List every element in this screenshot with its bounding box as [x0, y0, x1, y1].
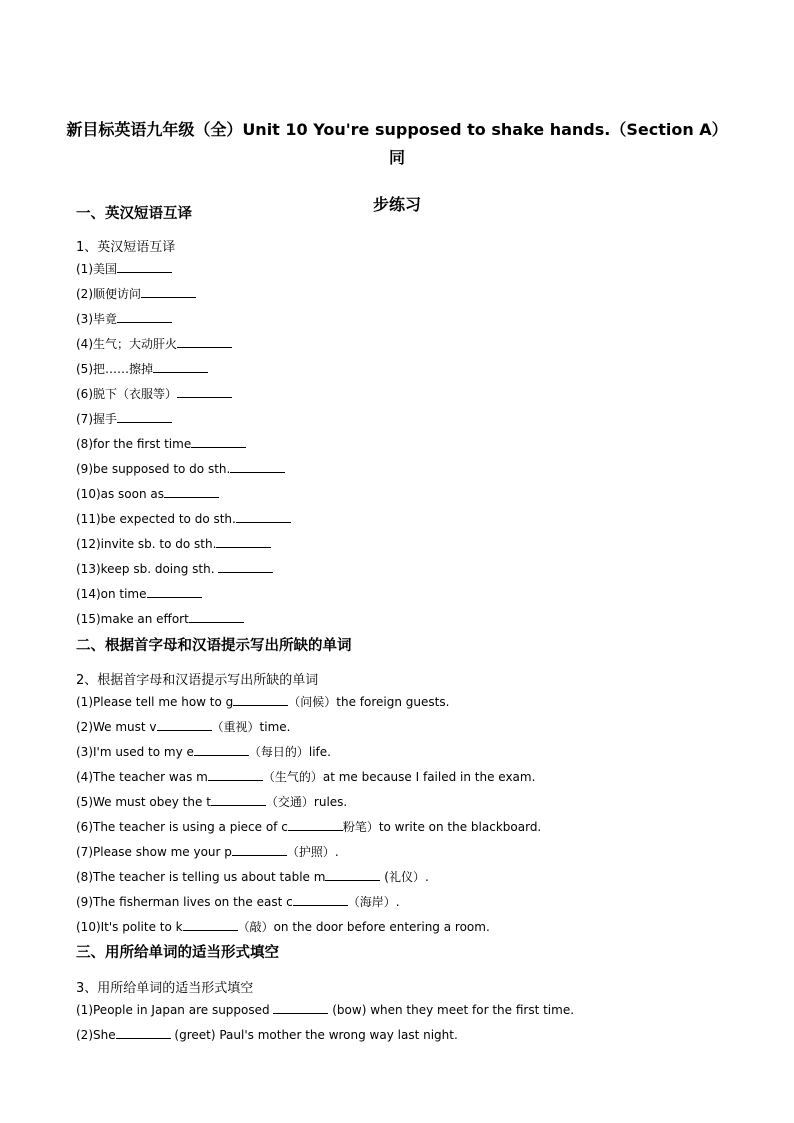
answer-blank[interactable] — [273, 999, 328, 1014]
answer-blank[interactable] — [218, 558, 273, 573]
answer-blank[interactable] — [208, 766, 263, 781]
answer-blank[interactable] — [153, 358, 208, 373]
fill-item — [76, 715, 541, 740]
section-2-list — [76, 690, 541, 940]
phrase-item — [76, 332, 291, 357]
phrase-item — [76, 432, 291, 457]
answer-blank[interactable] — [211, 791, 266, 806]
item-text-before: (1)People in Japan are supposed — [76, 1003, 274, 1017]
item-text-before: (9)The fisherman lives on the east c — [76, 895, 293, 909]
answer-blank[interactable] — [189, 608, 244, 623]
phrase-item — [76, 507, 291, 532]
answer-blank[interactable] — [164, 483, 219, 498]
answer-blank[interactable] — [141, 283, 196, 298]
fill-item — [76, 840, 541, 865]
phrase-text: (9)be supposed to do sth. — [76, 462, 231, 476]
phrase-text: (2)顺便访问 — [76, 287, 141, 301]
phrase-item — [76, 307, 291, 332]
section-3-heading: 三、用所给单词的适当形式填空 — [76, 945, 279, 961]
item-text-before: (2)She — [76, 1028, 116, 1042]
answer-blank[interactable] — [233, 691, 288, 706]
phrase-item — [76, 357, 291, 382]
phrase-item — [76, 557, 291, 582]
section-1-heading: 一、英汉短语互译 — [76, 206, 192, 222]
phrase-item — [76, 407, 291, 432]
item-text-before: (5)We must obey the t — [76, 795, 211, 809]
phrase-item — [76, 607, 291, 632]
phrase-text: (13)keep sb. doing sth. — [76, 562, 219, 576]
phrase-text: (3)毕竟 — [76, 312, 117, 326]
phrase-text: (5)把……擦掉 — [76, 362, 153, 376]
item-text-before: (6)The teacher is using a piece of c — [76, 820, 288, 834]
fill-item — [76, 740, 541, 765]
phrase-item — [76, 482, 291, 507]
section-1-list — [76, 257, 291, 632]
fill-item — [76, 765, 541, 790]
phrase-text: (6)脱下（衣服等） — [76, 387, 177, 401]
title-line-1: 新目标英语九年级（全）Unit 10 You're supposed to shake hands.（Section A）同 — [66, 120, 728, 167]
answer-blank[interactable] — [232, 841, 287, 856]
answer-blank[interactable] — [116, 1024, 171, 1039]
fill-item — [76, 865, 541, 890]
answer-blank[interactable] — [288, 816, 343, 831]
item-text-after: （生气的）at me because I failed in the exam. — [262, 770, 536, 784]
item-text-before: (2)We must v — [76, 720, 157, 734]
title-line-2: 步练习 — [372, 195, 421, 214]
item-text-before: (7)Please show me your p — [76, 845, 232, 859]
item-text-before: (8)The teacher is telling us about table m — [76, 870, 326, 884]
phrase-text: (7)握手 — [76, 412, 117, 426]
phrase-item — [76, 382, 291, 407]
phrase-item — [76, 257, 291, 282]
answer-blank[interactable] — [117, 258, 172, 273]
phrase-text: (4)生气；大动肝火 — [76, 337, 177, 351]
answer-blank[interactable] — [293, 891, 348, 906]
answer-blank[interactable] — [325, 866, 380, 881]
question-3-heading: 3、用所给单词的适当形式填空 — [76, 981, 254, 996]
fill-item — [76, 790, 541, 815]
answer-blank[interactable] — [230, 458, 285, 473]
fill-item — [76, 1023, 574, 1048]
fill-item — [76, 690, 541, 715]
item-text-after: （问候）the foreign guests. — [288, 695, 450, 709]
answer-blank[interactable] — [194, 741, 249, 756]
phrase-item — [76, 532, 291, 557]
item-text-after: (greet) Paul's mother the wrong way last night. — [170, 1028, 458, 1042]
fill-item — [76, 815, 541, 840]
answer-blank[interactable] — [117, 408, 172, 423]
answer-blank[interactable] — [183, 916, 238, 931]
item-text-after: （每日的）life. — [248, 745, 331, 759]
answer-blank[interactable] — [191, 433, 246, 448]
item-text-before: (10)It's polite to k — [76, 920, 183, 934]
phrase-item — [76, 582, 291, 607]
phrase-item — [76, 457, 291, 482]
answer-blank[interactable] — [147, 583, 202, 598]
fill-item — [76, 915, 541, 940]
answer-blank[interactable] — [177, 383, 232, 398]
phrase-text: (1)美国 — [76, 262, 117, 276]
phrase-text: (10)as soon as — [76, 487, 165, 501]
item-text-after: (礼仪）. — [380, 870, 429, 884]
section-2-heading: 二、根据首字母和汉语提示写出所缺的单词 — [76, 638, 352, 654]
item-text-before: (4)The teacher was m — [76, 770, 208, 784]
phrase-text: (12)invite sb. to do sth. — [76, 537, 217, 551]
question-1-heading: 1、英汉短语互译 — [76, 240, 176, 255]
section-3-list — [76, 998, 574, 1048]
item-text-after: （护照）. — [286, 845, 339, 859]
item-text-after: （重视）time. — [211, 720, 291, 734]
phrase-text: (14)on time — [76, 587, 147, 601]
phrase-text: (8)for the first time — [76, 437, 192, 451]
answer-blank[interactable] — [117, 308, 172, 323]
answer-blank[interactable] — [236, 508, 291, 523]
phrase-item — [76, 282, 291, 307]
item-text-after: 粉笔）to write on the blackboard. — [342, 820, 542, 834]
item-text-after: （敲）on the door before entering a room. — [237, 920, 490, 934]
question-2-heading: 2、根据首字母和汉语提示写出所缺的单词 — [76, 673, 319, 688]
item-text-after: （海岸）. — [347, 895, 400, 909]
phrase-text: (11)be expected to do sth. — [76, 512, 236, 526]
answer-blank[interactable] — [216, 533, 271, 548]
fill-item — [76, 890, 541, 915]
answer-blank[interactable] — [177, 333, 232, 348]
phrase-text: (15)make an effort — [76, 612, 189, 626]
item-text-after: （交通）rules. — [265, 795, 348, 809]
item-text-before: (1)Please tell me how to g — [76, 695, 234, 709]
fill-item — [76, 998, 574, 1023]
answer-blank[interactable] — [157, 716, 212, 731]
item-text-before: (3)I'm used to my e — [76, 745, 194, 759]
item-text-after: (bow) when they meet for the first time. — [328, 1003, 575, 1017]
